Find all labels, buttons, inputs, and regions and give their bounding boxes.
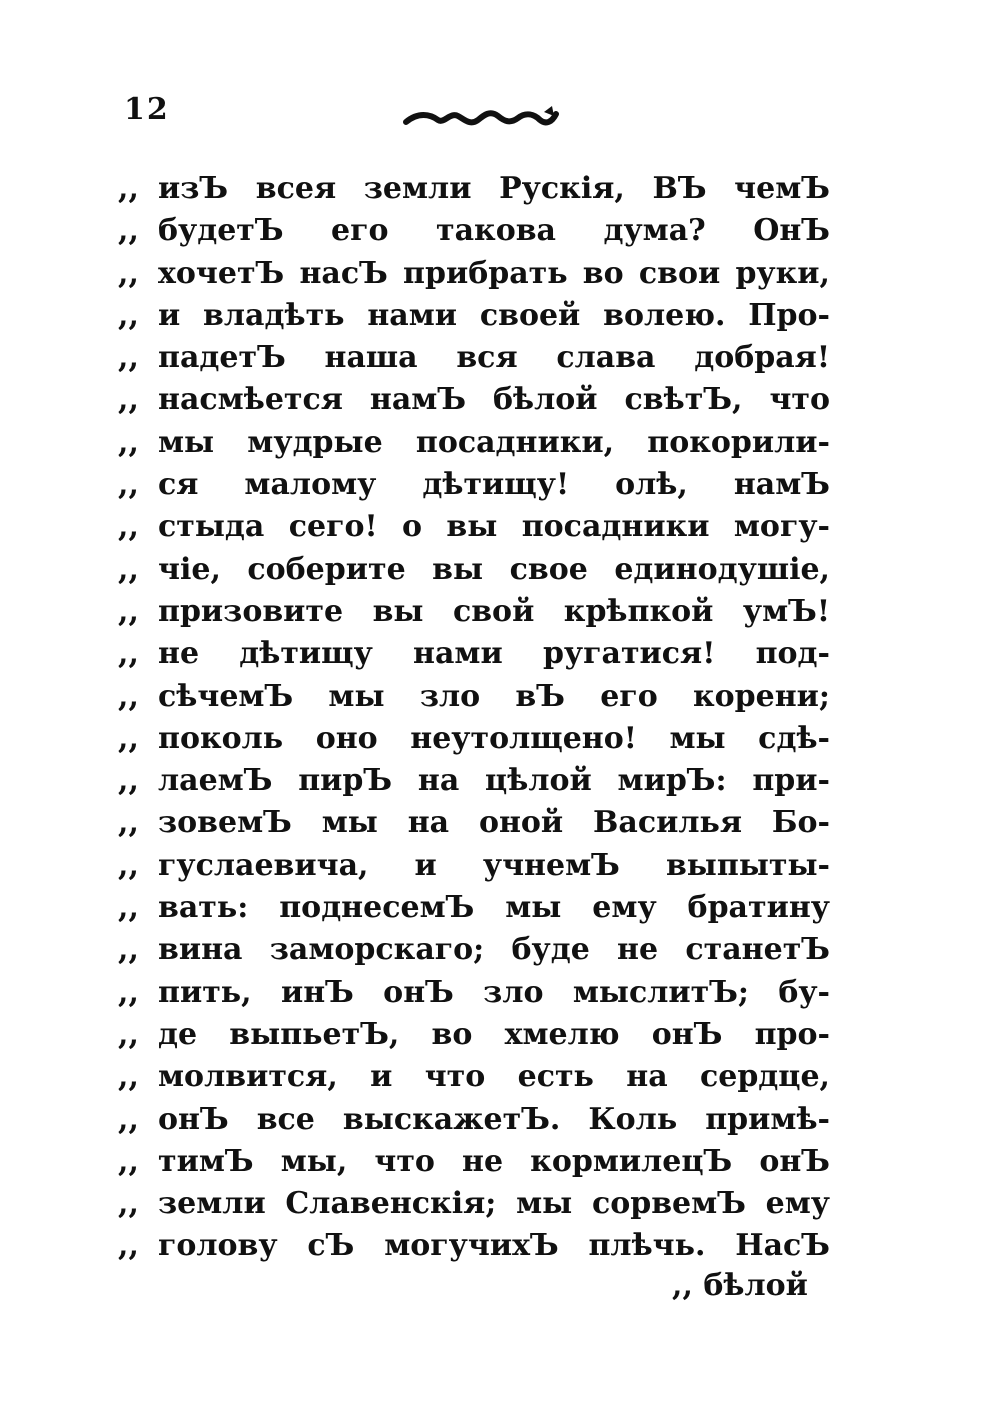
line-text: поколь оно неутолщено! мы сдѣ- [158, 720, 830, 756]
line-text: тимЪ мы, что не кормилецЪ онЪ [158, 1143, 830, 1179]
text-line [118, 1225, 830, 1267]
quote-mark: ,, [118, 551, 139, 587]
text-line [118, 760, 830, 802]
text-line [118, 802, 830, 844]
quote-mark: ,, [118, 382, 139, 418]
catchword-quote: ,, [672, 1268, 693, 1303]
quote-mark: ,, [118, 255, 139, 291]
quote-mark: ,, [118, 678, 139, 714]
quote-mark: ,, [118, 636, 139, 672]
ornament-flourish-icon [400, 100, 560, 134]
line-text: пить, инЪ онЪ зло мыслитЪ; бу- [158, 974, 830, 1010]
text-line [118, 168, 830, 210]
quote-mark: ,, [118, 340, 139, 376]
text-line [118, 1014, 830, 1056]
quote-mark: ,, [118, 974, 139, 1010]
line-text: насмѣется намЪ бѣлой свѣтЪ, что [158, 382, 830, 418]
text-line [118, 253, 830, 295]
line-text: ся малому дѣтищу! олѣ, намЪ [158, 467, 830, 503]
text-line [118, 633, 830, 675]
text-line [118, 887, 830, 929]
catchword-text: бѣлой [703, 1268, 808, 1303]
text-line [118, 1056, 830, 1098]
line-text: зовемЪ мы на оной Василья Бо- [158, 805, 830, 841]
line-text: призовите вы свой крѣпкой умЪ! [158, 593, 830, 629]
line-text: вина заморскаго; буде не станетЪ [158, 932, 830, 968]
line-text: чіе, соберите вы свое единодушіе, [158, 551, 830, 587]
quote-mark: ,, [118, 1016, 139, 1052]
line-text: падетЪ наша вся слава добрая! [158, 340, 830, 376]
text-line [118, 464, 830, 506]
text-line [118, 422, 830, 464]
line-text: изЪ всея земли Рускія, ВЪ чемЪ [158, 171, 830, 206]
line-text: и владѣть нами своей волею. Про- [158, 297, 830, 333]
line-text: молвится, и что есть на сердце, [158, 1059, 830, 1095]
quote-mark: ,, [118, 424, 139, 460]
quote-mark: ,, [118, 1186, 139, 1222]
text-line [118, 845, 830, 887]
quote-mark: ,, [118, 805, 139, 841]
line-text: голову сЪ могучихЪ плѣчь. НасЪ [158, 1228, 830, 1264]
line-text: вать: поднесемЪ мы ему братину [158, 890, 830, 926]
line-text: стыда сего! о вы посадники могу- [158, 509, 830, 545]
quote-mark: ,, [118, 1101, 139, 1137]
line-text: лаемЪ пирЪ на цѣлой мирЪ: при- [158, 763, 830, 799]
text-line [118, 210, 830, 252]
text-line [118, 1141, 830, 1183]
quote-mark: ,, [118, 720, 139, 756]
text-line [118, 506, 830, 548]
text-line [118, 972, 830, 1014]
quote-mark: ,, [118, 1228, 139, 1264]
quote-mark: ,, [118, 932, 139, 968]
text-line [118, 379, 830, 421]
line-text: сѣчемЪ мы зло вЪ его корени; [158, 678, 830, 714]
quote-mark: ,, [118, 213, 139, 249]
line-text: не дѣтищу нами ругатися! под- [158, 636, 830, 672]
line-text: де выпьетЪ, во хмелю онЪ про- [158, 1016, 830, 1052]
text-line [118, 929, 830, 971]
body-text [118, 168, 830, 1268]
quote-mark: ,, [118, 171, 139, 206]
line-text: гуслаевича, и учнемЪ выпыты- [158, 847, 830, 883]
text-line [118, 1183, 830, 1225]
text-line [118, 591, 830, 633]
text-line [118, 676, 830, 718]
line-text: будетЪ его такова дума? ОнЪ [158, 213, 830, 249]
quote-mark: ,, [118, 1059, 139, 1095]
line-text: хочетЪ насЪ прибрать во свои руки, [158, 255, 830, 291]
quote-mark: ,, [118, 1143, 139, 1179]
text-line [118, 295, 830, 337]
quote-mark: ,, [118, 467, 139, 503]
line-text: мы мудрые посадники, покорили- [158, 424, 830, 460]
quote-mark: ,, [118, 763, 139, 799]
quote-mark: ,, [118, 509, 139, 545]
quote-mark: ,, [118, 890, 139, 926]
text-line [118, 337, 830, 379]
catchword [672, 1268, 808, 1303]
page-number: 12 [124, 92, 170, 127]
quote-mark: ,, [118, 297, 139, 333]
text-line [118, 718, 830, 760]
text-line [118, 549, 830, 591]
text-line [118, 1099, 830, 1141]
quote-mark: ,, [118, 593, 139, 629]
line-text: земли Славенскія; мы сорвемЪ ему [158, 1186, 830, 1222]
line-text: онЪ все выскажетЪ. Коль примѣ- [158, 1101, 830, 1137]
quote-mark: ,, [118, 847, 139, 883]
